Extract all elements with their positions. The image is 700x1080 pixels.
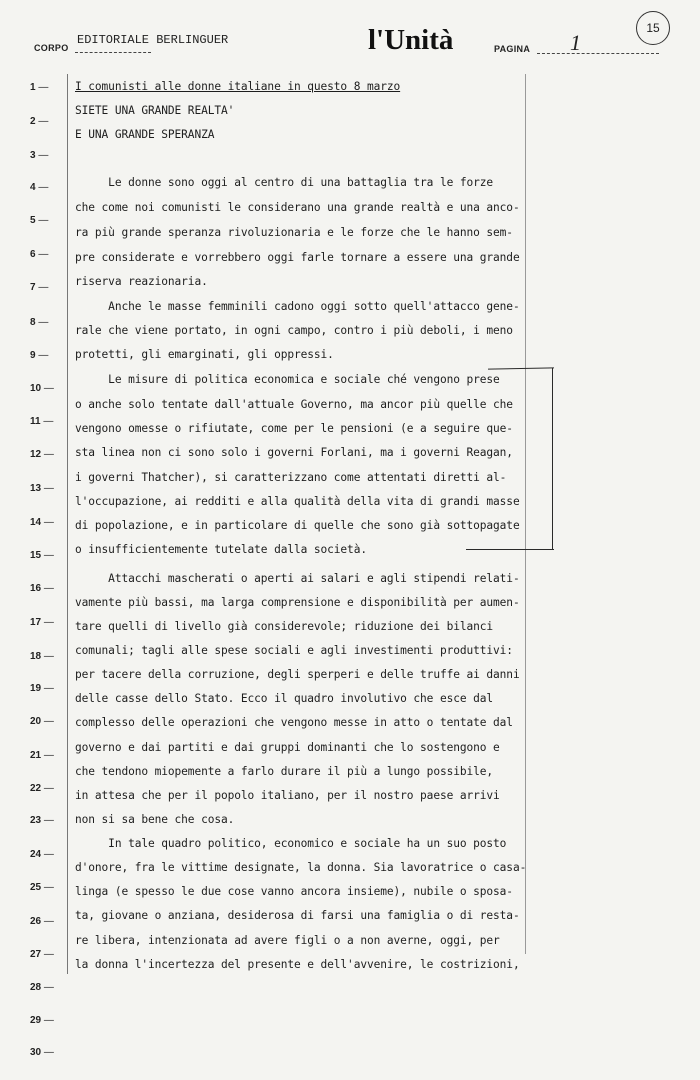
right-margin-rule: [525, 74, 526, 954]
line-number: 25 —: [30, 882, 64, 893]
line-number: 28 —: [30, 982, 64, 993]
line-number: 16 —: [30, 583, 64, 594]
body-line: vamente più bassi, ma larga comprensione e disponibilità per aumen-: [75, 596, 520, 609]
line-number: 23 —: [30, 815, 64, 826]
line-number: 14 —: [30, 517, 64, 528]
headline-line-2: E UNA GRANDE SPERANZA: [75, 128, 215, 141]
line-number: 30 —: [30, 1047, 64, 1058]
line-number: 22 —: [30, 783, 64, 794]
body-line: complesso delle operazioni che vengono messe in atto o tentate dal: [75, 716, 513, 729]
body-line: la donna l'incertezza del presente e dell'avvenire, le costrizioni,: [75, 958, 520, 971]
line-number: 17 —: [30, 617, 64, 628]
corpo-label: CORPO: [34, 43, 69, 53]
body-line: sta linea non ci sono solo i governi Forlani, ma i governi Reagan,: [75, 446, 513, 459]
line-number: 20 —: [30, 716, 64, 727]
line-number: 3 —: [30, 150, 64, 161]
body-line: d'onore, fra le vittime designate, la donna. Sia lavoratrice o casa-: [75, 861, 527, 874]
line-number: 5 —: [30, 215, 64, 226]
pagina-label: PAGINA: [494, 44, 531, 54]
body-line: o insufficientemente tutelate dalla società.: [75, 543, 367, 556]
line-number: 21 —: [30, 750, 64, 761]
body-line: Anche le masse femminili cadono oggi sotto quell'attacco gene-: [75, 300, 520, 313]
line-number: 9 —: [30, 350, 64, 361]
line-number: 4 —: [30, 182, 64, 193]
body-line: Attacchi mascherati o aperti ai salari e agli stipendi relati-: [75, 572, 520, 585]
headline-line-1: SIETE UNA GRANDE REALTA': [75, 104, 235, 117]
masthead-logo: l'Unità: [368, 24, 454, 56]
corpo-dotted-line: [75, 52, 151, 53]
body-line: riserva reazionaria.: [75, 275, 208, 288]
page-number: 1: [570, 30, 581, 55]
line-number: 2 —: [30, 116, 64, 127]
line-number: 24 —: [30, 849, 64, 860]
body-line: in attesa che per il popolo italiano, per il nostro paese arrivi: [75, 789, 500, 802]
line-number: 6 —: [30, 249, 64, 260]
body-line: In tale quadro politico, economico e sociale ha un suo posto: [75, 837, 507, 850]
body-line: comunali; tagli alle spese sociali e agli investimenti produttivi:: [75, 644, 513, 657]
body-line: governo e dai partiti e dai gruppi dominanti che lo sostengono e: [75, 741, 500, 754]
body-line: i governi Thatcher), si caratterizzano come attentati diretti al-: [75, 471, 507, 484]
body-line: Le misure di politica economica e sociale ché vengono prese: [75, 373, 500, 386]
body-line: Le donne sono oggi al centro di una battaglia tra le forze: [75, 176, 494, 189]
line-number: 13 —: [30, 483, 64, 494]
line-number: 19 —: [30, 683, 64, 694]
margin-bracket-bottom: [466, 549, 554, 550]
body-line: l'occupazione, ai redditi e alla qualità della vita di grandi masse: [75, 495, 520, 508]
line-number: 11 —: [30, 416, 64, 427]
body-line: di popolazione, e in particolare di quelle che sono già sottopagate: [75, 519, 520, 532]
line-number: 12 —: [30, 449, 64, 460]
sheet-number-circle: 15: [636, 11, 670, 45]
line-number: 10 —: [30, 383, 64, 394]
body-line: non si sa bene che cosa.: [75, 813, 235, 826]
body-line: che tendono miopemente a farlo durare il più a lungo possibile,: [75, 765, 494, 778]
body-line: protetti, gli emarginati, gli oppressi.: [75, 348, 334, 361]
body-line: re libera, intenzionata ad avere figli o a non averne, oggi, per: [75, 934, 500, 947]
line-number: 29 —: [30, 1015, 64, 1026]
body-line: o anche solo tentate dall'attuale Governo, ma ancor più quelle che: [75, 398, 513, 411]
body-line: delle casse dello Stato. Ecco il quadro involutivo che esce dal: [75, 692, 494, 705]
body-line: pre considerate e vorrebbero oggi farle tornare a essere una grande: [75, 251, 520, 264]
body-line: tare quelli di livello già considerevole; riduzione dei bilanci: [75, 620, 494, 633]
line-number: 1 —: [30, 82, 64, 93]
body-line: per tacere della corruzione, degli sperperi e delle truffe ai danni: [75, 668, 520, 681]
line-number: 7 —: [30, 282, 64, 293]
line-number: 15 —: [30, 550, 64, 561]
body-line: ra più grande speranza rivoluzionaria e le forze che le hanno sem-: [75, 226, 513, 239]
body-line: che come noi comunisti le considerano una grande realtà e una anco-: [75, 201, 520, 214]
corpo-value: EDITORIALE BERLINGUER: [77, 33, 229, 47]
body-line: linga (e spesso le due cose vanno ancora insieme), nubile o sposa-: [75, 885, 513, 898]
line-number: 27 —: [30, 949, 64, 960]
body-line: rale che viene portato, in ogni campo, contro i più deboli, i meno: [75, 324, 513, 337]
margin-bracket-side: [552, 368, 553, 550]
line-number: 26 —: [30, 916, 64, 927]
left-margin-rule: [67, 74, 68, 974]
article-kicker: I comunisti alle donne italiane in questo 8 marzo: [75, 80, 401, 93]
margin-bracket-top: [488, 367, 554, 369]
body-line: ta, giovane o anziana, desiderosa di farsi una famiglia o di resta-: [75, 909, 520, 922]
line-number: 18 —: [30, 651, 64, 662]
pagina-dotted-line: [537, 53, 659, 54]
body-line: vengono omesse o rifiutate, come per le pensioni (e a seguire que-: [75, 422, 513, 435]
line-number: 8 —: [30, 317, 64, 328]
